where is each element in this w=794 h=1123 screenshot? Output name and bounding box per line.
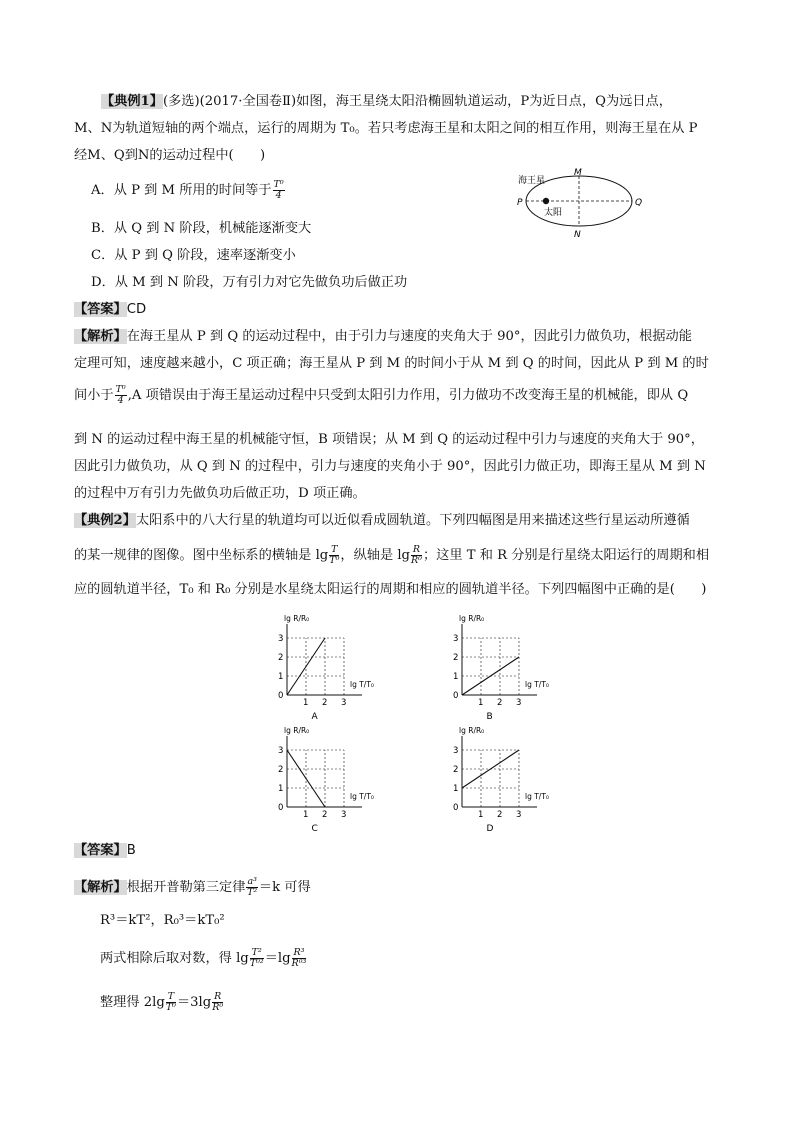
point-q: Q — [635, 198, 643, 208]
ex1-line1: 【典例1】(多选)(2017·全国卷Ⅱ)如图，海王星绕太阳沿椭圆轨道运动，P为近日点，Q为远日点， — [101, 94, 672, 109]
ex1-line2: M、N为轨道短轴的两个端点，运行的周期为 T₀。若只考虑海王星和太阳之间的相互作用，则海王星在从 P — [74, 121, 698, 136]
ex1-option-a: A．从 P 到 M 所用的时间等于 $\frac{\text{T⁰}}{4}$ — [91, 179, 284, 201]
x-tick-label: 1 — [478, 698, 484, 708]
ex2-line3: 应的圆轨道半径，T₀ 和 R₀ 分别是水星绕太阳运行的周期和相应的圆轨道半径。下列四幅图中正确的是( ) — [74, 582, 707, 597]
x-tick-label: 2 — [322, 810, 328, 820]
ex2-solution-4: 整理得 2lg $\frac{T}{\text{T⁰}}$ ＝3lg $\frac{R}{\text{R⁰}}$ — [100, 991, 224, 1013]
panel-label: C — [311, 824, 318, 834]
y-tick-label: 2 — [453, 653, 459, 663]
origin-label: 0 — [453, 803, 459, 813]
y-axis-label: lg R/R₀ — [284, 614, 310, 623]
ex2-tag: 【典例2】 — [74, 513, 136, 528]
graph-panel-a — [270, 605, 380, 723]
y-tick-label: 3 — [278, 746, 284, 756]
ex1-option-c: C．从 P 到 Q 阶段，速率逐渐变小 — [91, 248, 296, 263]
ex1-solution-5: 因此引力做负功，从 Q 到 N 的过程中，引力与速度的夹角小于 90°，因此引力做正功，即海王星从 M 到 N — [74, 459, 706, 474]
ex1-solution-4: 到 N 的运动过程中海王星的机械能守恒，B 项错误；从 M 到 Q 的运动过程中引力与速度的夹角大于 90°， — [74, 432, 704, 447]
ex2-line1: 【典例2】太阳系中的八大行星的轨道均可以近似看成圆轨道。下列四幅图是用来描述这些行星运动所遵循 — [74, 513, 690, 528]
origin-label: 0 — [278, 803, 284, 813]
x-tick-label: 3 — [516, 698, 522, 708]
point-m: M — [574, 168, 582, 178]
x-tick-label: 2 — [497, 698, 503, 708]
ex1-option-d: D．从 M 到 N 阶段，万有引力对它先做负功后做正功 — [91, 275, 408, 290]
panel-label: A — [311, 712, 318, 722]
fraction: $\frac{\text{a³}}{\text{T²}}$ — [247, 876, 258, 898]
y-tick-label: 2 — [278, 653, 284, 663]
y-tick-label: 1 — [453, 784, 459, 794]
fraction: $\frac{\text{T²}}{\text{T⁰²}}$ — [249, 947, 264, 969]
x-axis-label: lg T/T₀ — [350, 792, 374, 801]
panel-label: B — [486, 712, 493, 722]
y-tick-label: 3 — [278, 634, 284, 644]
x-tick-label: 2 — [497, 810, 503, 820]
y-tick-label: 2 — [453, 765, 459, 775]
ex2-line2: 的某一规律的图像。图中坐标系的横轴是 lg $\frac{T}{\text{T⁰}}$ ，纵轴是 lg $\frac{R}{\text{R⁰}}$ ；这里 T 和 R 分别是行星绕太阳运行的周期和相 — [74, 544, 710, 566]
y-axis-label: lg R/R₀ — [459, 614, 485, 623]
x-axis-label: lg T/T₀ — [525, 792, 549, 801]
x-tick-label: 2 — [322, 698, 328, 708]
sun-dot — [543, 198, 549, 204]
ex1-line3: 经M、Q到N的运动过程中( ) — [74, 148, 266, 163]
panel-label: D — [486, 824, 494, 834]
neptune-orbit-figure — [510, 163, 650, 243]
ex1-solution-3: 间小于 $\frac{\text{T⁰}}{4}$ ,A 项错误由于海王星运动过程中只受到太阳引力作用，引力做功不改变海王星的机械能，即从 Q — [74, 384, 689, 406]
fraction: $\frac{T}{\text{T⁰}}$ — [329, 544, 340, 566]
ex2-solution-1: 【解析】根据开普勒第三定律 $\frac{\text{a³}}{\text{T²}}$ ＝k 可得 — [74, 876, 311, 898]
x-tick-label: 3 — [341, 698, 347, 708]
ex1-solution-1: 【解析】在海王星从 P 到 Q 的运动过程中，由于引力与速度的夹角大于 90°，因此引力做负功，根据动能 — [74, 329, 692, 344]
fraction: $\frac{\text{R³}}{\text{R⁰³}}$ — [291, 947, 307, 969]
x-axis-label: lg T/T₀ — [525, 680, 549, 689]
sun-label: 太阳 — [544, 208, 563, 218]
x-tick-label: 3 — [341, 810, 347, 820]
x-tick-label: 1 — [303, 810, 309, 820]
point-n: N — [574, 230, 581, 240]
ex1-option-b: B．从 Q 到 N 阶段，机械能逐渐变大 — [91, 221, 312, 236]
fraction: $\frac{\text{T⁰}}{4}$ — [115, 384, 126, 406]
y-tick-label: 3 — [453, 746, 459, 756]
y-tick-label: 1 — [453, 672, 459, 682]
y-tick-label: 3 — [453, 634, 459, 644]
ex2-solution-2: R³＝kT²，R₀³＝kT₀² — [100, 913, 225, 928]
y-axis-label: lg R/R₀ — [459, 726, 485, 735]
ex1-tag: 【典例1】 — [101, 94, 163, 109]
ex2-answer: 【答案】B — [74, 843, 136, 858]
ex2-solution-3: 两式相除后取对数，得 lg $\frac{\text{T²}}{\text{T⁰²}}$ ＝lg $\frac{\text{R³}}{\text{R⁰³}}$ — [100, 947, 307, 969]
fraction: $\frac{R}{\text{R⁰}}$ — [411, 544, 422, 566]
origin-label: 0 — [453, 691, 459, 701]
x-tick-label: 1 — [478, 810, 484, 820]
ex1-answer: 【答案】CD — [74, 302, 147, 317]
y-axis-label: lg R/R₀ — [284, 726, 310, 735]
origin-label: 0 — [278, 691, 284, 701]
ex1-solution-2: 定理可知，速度越来越小，C 项正确；海王星从 P 到 M 的时间小于从 M 到 Q 的时间，因此从 P 到 M 的时 — [74, 356, 709, 371]
graph-panel-c — [270, 717, 380, 835]
fraction: $\frac{\text{T⁰}}{4}$ — [273, 179, 284, 201]
neptune-label: 海王星 — [518, 176, 546, 186]
y-tick-label: 2 — [278, 765, 284, 775]
x-tick-label: 3 — [516, 810, 522, 820]
x-tick-label: 1 — [303, 698, 309, 708]
y-tick-label: 1 — [278, 784, 284, 794]
x-axis-label: lg T/T₀ — [350, 680, 374, 689]
graph-panel-b — [445, 605, 555, 723]
fraction: $\frac{R}{\text{R⁰}}$ — [212, 991, 224, 1013]
ex1-solution-6: 的过程中万有引力先做负功后做正功，D 项正确。 — [74, 486, 366, 501]
graph-panel-d — [445, 717, 555, 835]
point-p: P — [517, 198, 523, 208]
fraction: $\frac{T}{\text{T⁰}}$ — [165, 991, 176, 1013]
y-tick-label: 1 — [278, 672, 284, 682]
